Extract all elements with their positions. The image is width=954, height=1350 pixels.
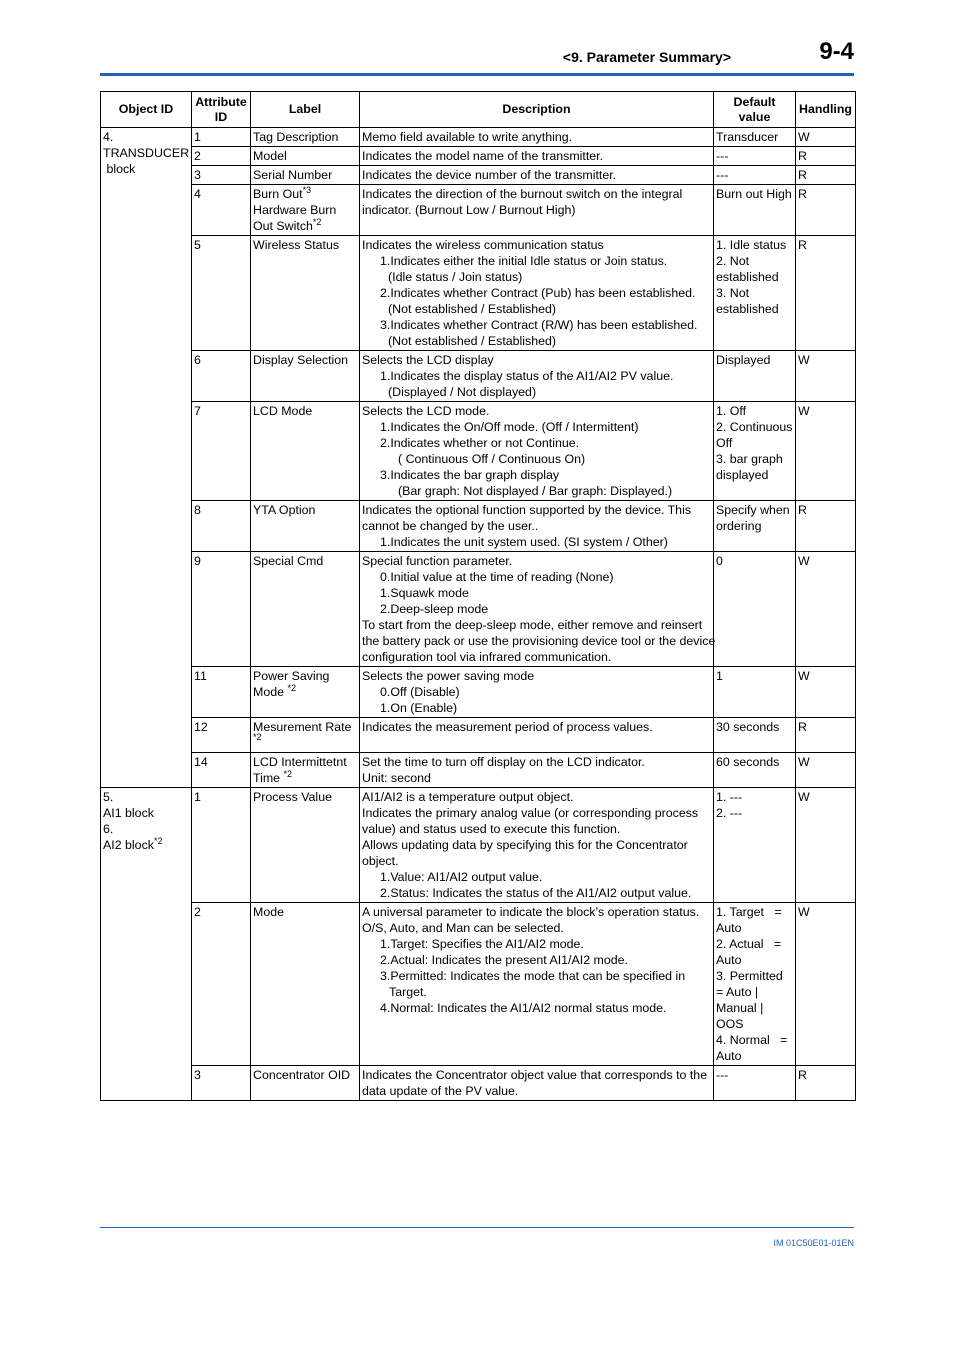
attribute-id: 1 [192, 788, 251, 903]
handling: W [796, 903, 856, 1066]
col-header-label: Label [251, 92, 360, 128]
table-row [101, 166, 856, 185]
param-label: Mesurement Rate $^{*2}$ [251, 718, 360, 753]
table-row [101, 903, 856, 1066]
param-label: Power Saving Mode $^{*2}$ [251, 667, 360, 718]
param-description: Indicates the wireless communication status 1.Indicates either the initial Idle status or Join status. (Idle status / Join status) 2.Indicates whether Contract (Pub) has been established. (Not established / Established) 3.Indicates whether Contract (R/W) has been established. (Not established / Established) [360, 236, 714, 351]
default-value: 1. --- 2. --- [714, 788, 796, 903]
default-value: 1 [714, 667, 796, 718]
attribute-id: 6 [192, 351, 251, 402]
param-description: Indicates the device number of the transmitter. [360, 166, 714, 185]
param-description: Indicates the direction of the burnout switch on the integral indicator. (Burnout Low / Burnout High) [360, 185, 714, 236]
attribute-id: 2 [192, 903, 251, 1066]
table-row [101, 147, 856, 166]
handling: W [796, 402, 856, 501]
handling: R [796, 166, 856, 185]
default-value: 60 seconds [714, 753, 796, 788]
param-label: Process Value [251, 788, 360, 903]
handling: W [796, 128, 856, 147]
col-header-object-id: Object ID [101, 92, 192, 128]
col-header-attribute-id: Attribute ID [192, 92, 251, 128]
default-value: Transducer [714, 128, 796, 147]
param-label: YTA Option [251, 501, 360, 552]
table-row [101, 1066, 856, 1101]
table-row [101, 753, 856, 788]
param-label: LCD Mode [251, 402, 360, 501]
table-row [101, 667, 856, 718]
param-description: AI1/AI2 is a temperature output object. Indicates the primary analog value (or corresponding process value) and status used to execute this function. Allows updating data by specifying this for the Concentrator object. 1.Value: AI1/AI2 output value. 2.Status: Indicates the status of the AI1/AI2 output value. [360, 788, 714, 903]
default-value: 1. Idle status 2. Not established 3. Not established [714, 236, 796, 351]
default-value: Displayed [714, 351, 796, 402]
col-header-default-value: Default value [714, 92, 796, 128]
param-label: Model [251, 147, 360, 166]
default-value: --- [714, 1066, 796, 1101]
param-description: Set the time to turn off display on the LCD indicator. Unit: second [360, 753, 714, 788]
handling: R [796, 236, 856, 351]
default-value: 1. Target = Auto 2. Actual = Auto 3. Permitted = Auto | Manual | OOS 4. Normal = Auto [714, 903, 796, 1066]
param-label: Concentrator OID [251, 1066, 360, 1101]
object-id-transducer: 4. TRANSDUCER block [101, 128, 192, 788]
param-description: Indicates the model name of the transmitter. [360, 147, 714, 166]
handling: R [796, 185, 856, 236]
param-description: Selects the power saving mode 0.Off (Disable) 1.On (Enable) [360, 667, 714, 718]
attribute-id: 5 [192, 236, 251, 351]
handling: W [796, 351, 856, 402]
attribute-id: 7 [192, 402, 251, 501]
attribute-id: 4 [192, 185, 251, 236]
object-id-ai-block: 5. AI1 block 6. AI2 block$^{*2}$ [101, 788, 192, 1101]
handling: W [796, 753, 856, 788]
col-header-description: Description [360, 92, 714, 128]
param-description: Indicates the Concentrator object value that corresponds to the data update of the PV value. [360, 1066, 714, 1101]
param-description: A universal parameter to indicate the block’s operation status. O/S, Auto, and Man can be selected. 1.Target: Specifies the AI1/AI2 mode. 2.Actual: Indicates the present AI1/AI2 mode. 3.Permitted: Indicates the mode that can be specified in Target. 4.Normal: Indicates the AI1/AI2 normal status mode. [360, 903, 714, 1066]
param-description: Selects the LCD display 1.Indicates the display status of the AI1/AI2 PV value. (Displayed / Not displayed) [360, 351, 714, 402]
attribute-id: 14 [192, 753, 251, 788]
param-label: LCD Intermittetnt Time $^{*2}$ [251, 753, 360, 788]
handling: W [796, 552, 856, 667]
handling: W [796, 788, 856, 903]
param-label: Burn Out$^{*3}$ Hardware Burn Out Switch$^{*2}$ [251, 185, 360, 236]
attribute-id: 8 [192, 501, 251, 552]
table-row [101, 185, 856, 236]
attribute-id: 2 [192, 147, 251, 166]
param-label: Tag Description [251, 128, 360, 147]
param-label: Display Selection [251, 351, 360, 402]
param-label: Serial Number [251, 166, 360, 185]
table-row [101, 236, 856, 351]
attribute-id: 11 [192, 667, 251, 718]
attribute-id: 1 [192, 128, 251, 147]
section-title: <9. Parameter Summary> [562, 49, 731, 65]
param-description: Memo field available to write anything. [360, 128, 714, 147]
table-row [101, 128, 856, 147]
handling: R [796, 718, 856, 753]
default-value: Burn out High [714, 185, 796, 236]
param-label: Special Cmd [251, 552, 360, 667]
table-row [101, 351, 856, 402]
handling: R [796, 147, 856, 166]
param-description: Indicates the optional function supported by the device. This cannot be changed by the user.. 1.Indicates the unit system used. (SI system / Other) [360, 501, 714, 552]
document-id: IM 01C50E01-01EN [773, 1238, 854, 1248]
param-description: Indicates the measurement period of process values. [360, 718, 714, 753]
handling: R [796, 1066, 856, 1101]
default-value: --- [714, 147, 796, 166]
param-label: Mode [251, 903, 360, 1066]
param-label: Wireless Status [251, 236, 360, 351]
param-description: Special function parameter. 0.Initial value at the time of reading (None) 1.Squawk mode 2.Deep-sleep mode To start from the deep-sleep mode, either remove and reinsert the battery pack or use the provisioning device tool or the device configuration tool via infrared communication. [360, 552, 714, 667]
attribute-id: 12 [192, 718, 251, 753]
col-header-handling: Handling [796, 92, 856, 128]
default-value: 1. Off 2. Continuous Off 3. bar graph displayed [714, 402, 796, 501]
table-row [101, 788, 856, 903]
page-number: 9-4 [819, 38, 854, 65]
table-row [101, 402, 856, 501]
table-header-row [101, 92, 856, 128]
default-value: 0 [714, 552, 796, 667]
default-value: Specify when ordering [714, 501, 796, 552]
parameter-table [100, 91, 856, 1101]
footer-rule [100, 1227, 854, 1228]
param-description: Selects the LCD mode. 1.Indicates the On/Off mode. (Off / Intermittent) 2.Indicates whether or not Continue. ( Continuous Off / Continuous On) 3.Indicates the bar graph display (Bar graph: Not displayed / Bar graph: Displayed.) [360, 402, 714, 501]
header-rule [100, 73, 854, 76]
table-row [101, 718, 856, 753]
table-row [101, 501, 856, 552]
table-row [101, 552, 856, 667]
default-value: 30 seconds [714, 718, 796, 753]
handling: W [796, 667, 856, 718]
attribute-id: 9 [192, 552, 251, 667]
attribute-id: 3 [192, 166, 251, 185]
attribute-id: 3 [192, 1066, 251, 1101]
handling: R [796, 501, 856, 552]
page-header [100, 40, 854, 74]
default-value: --- [714, 166, 796, 185]
